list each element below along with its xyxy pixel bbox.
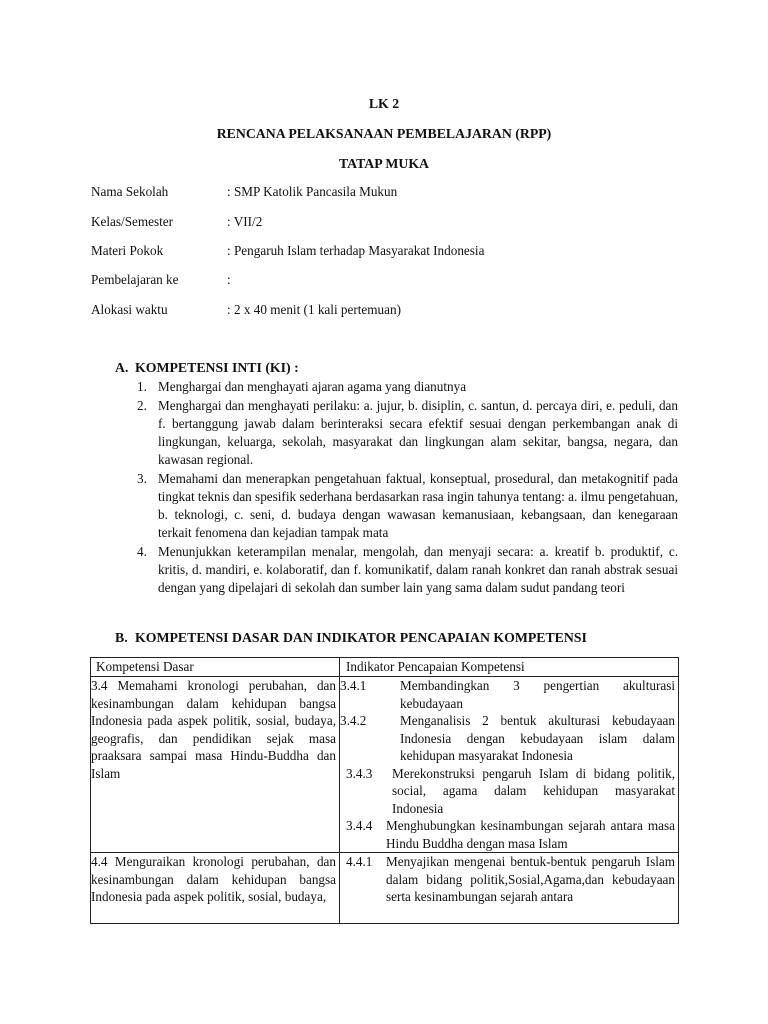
meta-row-lesson [91,271,691,291]
ipk-code: 3.4.2 [340,713,367,728]
meta-label: Kelas/Semester [91,214,174,229]
ipk-item [340,765,675,818]
list-item [137,470,678,542]
document-subtitle: TATAP MUKA [338,156,430,171]
meta-label: Pembelajaran ke [91,272,179,287]
meta-row-topic [91,242,691,262]
list-item [137,397,678,469]
ipk-code: 3.4.3 [346,765,373,781]
kd-text: 4.4 Menguraikan kronologi perubahan, dan kesinambungan dalam kehidupan bangsa Indonesia pada aspek politik, sosial, budaya, [91,854,336,904]
list-text: Menghargai dan menghayati ajaran agama yang dianutnya [158,379,467,394]
ipk-code: 4.4.1 [346,854,373,869]
list-number: 2. [137,398,147,413]
ipk-text: Menyajikan mengenai bentuk-bentuk pengaruh Islam dalam bidang politik,Sosial,Agama,dan kebudayaan serta kesinambungan sejarah antara [386,854,675,904]
table-header-kd: Kompetensi Dasar [91,658,340,677]
meta-row-school [91,183,691,203]
ipk-item [340,677,675,712]
document-title: RENCANA PELAKSANAAN PEMBELAJARAN (RPP) [216,126,552,141]
ipk-item [346,853,675,906]
list-number: 1. [137,379,147,394]
list-text: Menghargai dan menghayati perilaku: a. jujur, b. disiplin, c. santun, d. percaya diri, e. peduli, dan f. bertanggung jawab dalam berinteraksi secara efektif sesuai dengan perkembangan anak di lingkungan, keluarga, sekolah, masyarakat dan lingkungan alam sekitar, bangsa, negara, dan kawasan regional. [158,398,678,467]
competency-table [90,657,679,924]
section-a-heading [115,359,299,377]
table-header-ipk: Indikator Pencapaian Kompetensi [340,658,679,677]
kd-cell [91,677,340,853]
section-letter: B. [115,630,128,645]
section-title: KOMPETENSI INTI (KI) : [135,360,299,375]
list-text: Menunjukkan keterampilan menalar, mengolah, dan menyaji secara: a. kreatif b. produktif, c. kritis, d. mandiri, e. kolaboratif, dan f. komunikatif, dalam ranah konkret dan ranah abstrak sesuai dengan yang dipelajari di sekolah dan sumber lain yang sama dalam sudut pandang teori [158,544,678,595]
ipk-text: Merekonstruksi pengaruh Islam di bidang politik, social, agama dalam kehidupan masyarakat Indonesia [392,765,675,816]
ipk-code: 3.4.4 [346,818,373,833]
meta-row-time [91,301,691,321]
section-letter: A. [115,360,129,375]
list-number: 4. [137,544,147,559]
meta-value: : VII/2 [227,214,263,229]
ipk-code: 3.4.1 [340,678,367,693]
meta-label: Nama Sekolah [91,184,169,199]
meta-label: Alokasi waktu [91,302,168,317]
ipk-cell [340,853,679,924]
ipk-text: Menghubungkan kesinambungan sejarah antara masa Hindu Buddha dengan masa Islam [386,818,675,851]
table-header-row [91,658,679,677]
meta-label: Materi Pokok [91,243,164,258]
list-number: 3. [137,471,147,486]
ipk-text: Menganalisis 2 bentuk akulturasi kebudayaan Indonesia dengan kebudayaan islam dalam kehidupan masyarakat Indonesia [400,713,675,763]
list-item [137,378,678,396]
section-b-heading [115,629,587,647]
kd-cell [91,853,340,924]
kd-text: 3.4 Memahami kronologi perubahan, dan kesinambungan dalam kehidupan bangsa Indonesia pada aspek politik, sosial, budaya, geografis, dan pendidikan sejak masa praaksara sampai masa Hindu-Buddha dan Islam [91,678,336,781]
section-title: KOMPETENSI DASAR DAN INDIKATOR PENCAPAIAN KOMPETENSI [135,630,587,645]
list-text: Memahami dan menerapkan pengetahuan faktual, konseptual, prosedural, dan metakognitif pada tingkat teknis dan spesifik sederhana berdasarkan rasa ingin tahunya tentang: a. ilmu pengetahuan, b. teknologi, c. seni, d. budaya dengan wawasan kemanusiaan, kebangsaan, dan kenegaraan terkait fenomena dan kejadian tampak mata [158,471,679,540]
meta-value: : Pengaruh Islam terhadap Masyarakat Indonesia [227,243,485,258]
ipk-item [340,712,675,765]
ki-list [137,378,678,598]
meta-value: : 2 x 40 menit (1 kali pertemuan) [227,302,401,317]
meta-row-class [91,213,691,233]
list-item [137,543,678,597]
document-code: LK 2 [368,96,400,111]
meta-value: : [227,272,231,287]
table-row [91,677,679,853]
ipk-item [340,817,675,852]
table-row [91,853,679,924]
ipk-text: Membandingkan 3 pengertian akulturasi kebudayaan [400,678,675,711]
ipk-cell [340,677,679,853]
meta-value: : SMP Katolik Pancasila Mukun [227,184,398,199]
